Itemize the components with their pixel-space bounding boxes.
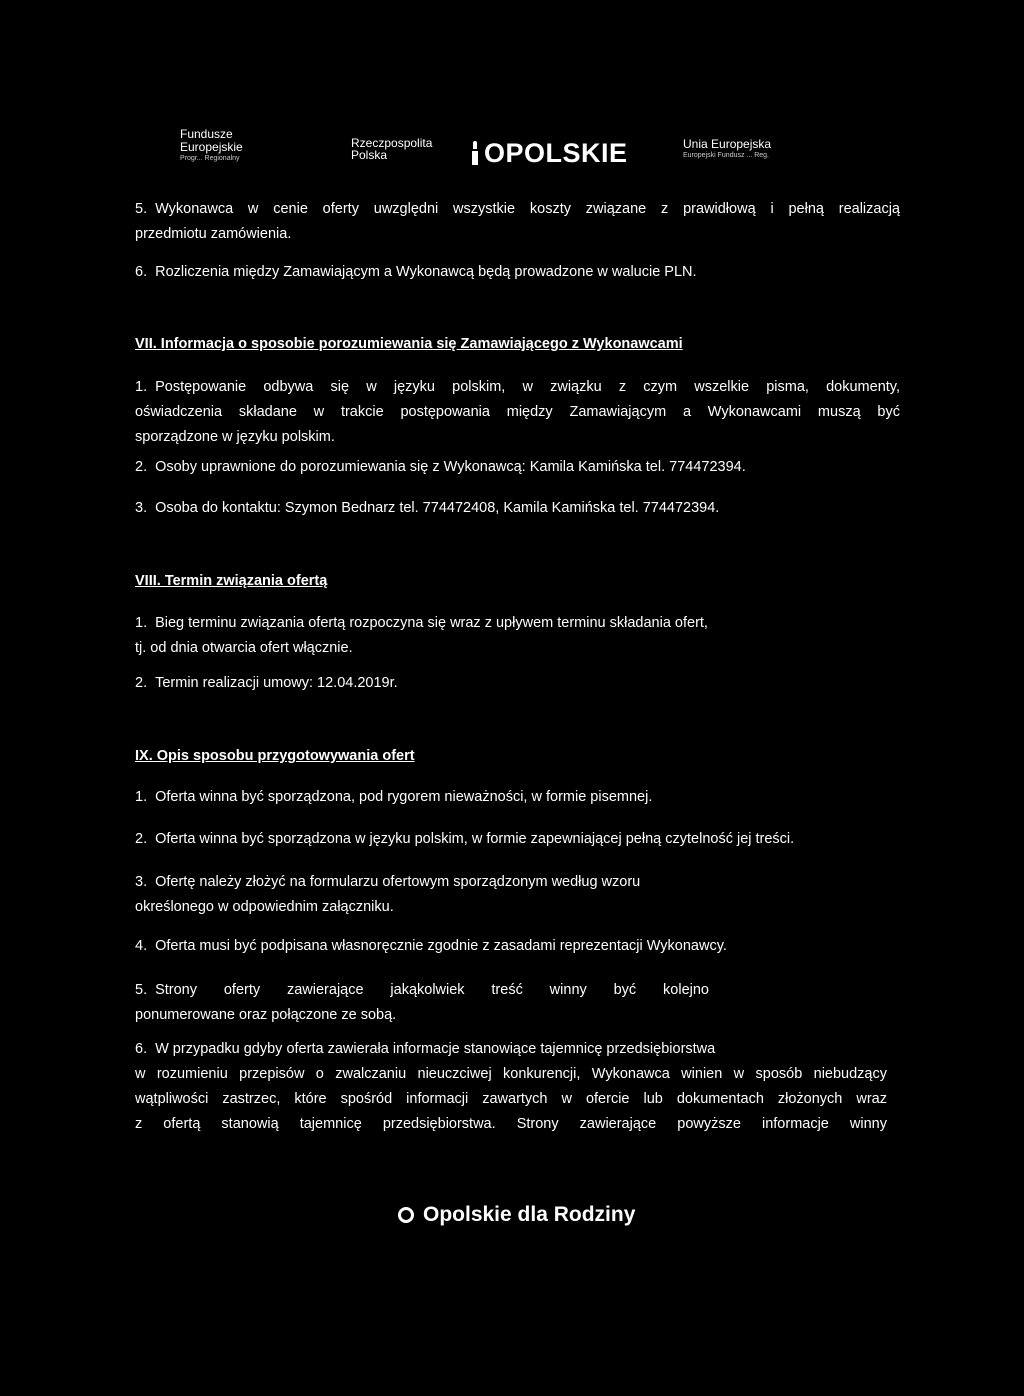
paragraph-7-1	[135, 375, 900, 450]
paragraph-line: oświadczenia składane w trakcie postępowania między Zamawiającym a Wykonawcami muszą być	[135, 404, 900, 420]
section-heading-ix: IX. Opis sposobu przygotowywania ofert	[135, 748, 415, 764]
paragraph-9-3	[135, 870, 900, 920]
paragraph-line: ponumerowane oraz połączone ze sobą.	[135, 1007, 397, 1023]
item-number: 2.	[135, 675, 148, 691]
paragraph-line: wątpliwości zastrzec, które spośród informacji zawartych w ofercie lub dokumentach złożonych wraz	[135, 1091, 887, 1107]
paragraph-line: z ofertą stanowią tajemnicę przedsiębiorstwa. Strony zawierające powyższe informacje winny	[135, 1116, 887, 1132]
paragraph-line: Ofertę należy złożyć na formularzu ofertowym sporządzonym według wzoru	[155, 874, 641, 890]
paragraph-7-3	[135, 496, 900, 521]
opolskie-text: OPOLSKIE	[484, 138, 628, 168]
item-number: 1.	[135, 615, 148, 631]
paragraph-9-5	[135, 978, 709, 1028]
paragraph-text: Termin realizacji umowy: 12.04.2019r.	[155, 675, 398, 691]
item-number: 6.	[135, 1041, 148, 1057]
section-heading-viii: VIII. Termin związania ofertą	[135, 573, 328, 589]
paragraph-line: W przypadku gdyby oferta zawierała informacje stanowiące tajemnicę przedsiębiorstwa	[155, 1041, 716, 1057]
fe-line2: Europejskie	[180, 140, 243, 154]
paragraph-text: Rozliczenia między Zamawiającym a Wykonawcą będą prowadzone w walucie PLN.	[155, 264, 697, 280]
paragraph-line: określonego w odpowiednim załączniku.	[135, 899, 394, 915]
item-number: 2.	[135, 831, 148, 847]
opolskie-mark-icon	[472, 141, 478, 165]
paragraph-9-1	[135, 785, 900, 810]
item-number: 3.	[135, 500, 148, 516]
item-number: 6.	[135, 264, 148, 280]
rp-line1: Rzeczpospolita	[351, 136, 433, 150]
item-number: 5.	[135, 201, 148, 217]
item-number: 2.	[135, 459, 148, 475]
paragraph-7-2	[135, 455, 900, 480]
paragraph-line: przedmiotu zamówienia.	[135, 226, 292, 242]
footer-opolskie-dla-rodziny	[398, 1203, 635, 1227]
paragraph-5	[135, 197, 900, 247]
paragraph-8-2	[135, 671, 900, 696]
paragraph-text: Osoby uprawnione do porozumiewania się z Wykonawcą: Kamila Kamińska tel. 774472394.	[155, 459, 746, 475]
item-number: 1.	[135, 789, 148, 805]
ue-line1: Unia Europejska	[683, 137, 772, 151]
fe-line3: Progr... Regionalny	[180, 155, 240, 162]
paragraph-text: Osoba do kontaktu: Szymon Bednarz tel. 774472408, Kamila Kamińska tel. 774472394.	[155, 500, 720, 516]
paragraph-9-6	[135, 1037, 887, 1137]
paragraph-line: tj. od dnia otwarcia ofert włącznie.	[135, 640, 353, 656]
paragraph-line: Postępowanie odbywa się w języku polskim, w związku z czym wszelkie pisma, dokumenty,	[155, 379, 900, 395]
item-number: 5.	[135, 982, 148, 998]
rzeczpospolita-logo	[351, 137, 432, 161]
paragraph-line: w rozumieniu przepisów o zwalczaniu nieuczciwej konkurencji, Wykonawca winien w sposób niebudzący	[135, 1066, 887, 1082]
paragraph-text: Oferta winna być sporządzona w języku polskim, w formie zapewniającej pełną czytelność jej treści.	[155, 831, 795, 847]
item-number: 1.	[135, 379, 148, 395]
ue-line2: Europejski Fundusz ... Reg.	[683, 152, 769, 159]
fe-line1: Fundusze	[180, 127, 233, 141]
footer-text: Opolskie dla Rodziny	[423, 1203, 636, 1226]
fundusze-europejskie-logo	[180, 128, 243, 163]
item-number: 3.	[135, 874, 148, 890]
item-number: 4.	[135, 938, 148, 954]
paragraph-9-4	[135, 934, 900, 959]
rp-line2: Polska	[351, 148, 388, 162]
paragraph-line: Strony oferty zawierające jakąkolwiek treść winny być kolejno	[155, 982, 709, 998]
unia-europejska-logo	[683, 138, 771, 160]
paragraph-text: Oferta musi być podpisana własnoręcznie zgodnie z zasadami reprezentacji Wykonawcy.	[155, 938, 727, 954]
circle-icon	[398, 1207, 414, 1223]
paragraph-line: sporządzone w języku polskim.	[135, 429, 335, 445]
paragraph-line: Bieg terminu związania ofertą rozpoczyna się wraz z upływem terminu składania ofert,	[155, 615, 708, 631]
opolskie-logo	[472, 138, 628, 169]
paragraph-text: Oferta winna być sporządzona, pod rygorem nieważności, w formie pisemnej.	[155, 789, 653, 805]
paragraph-6	[135, 260, 900, 285]
paragraph-9-2	[135, 827, 900, 852]
paragraph-line: Wykonawca w cenie oferty uwzględni wszystkie koszty związane z prawidłową i pełną realizacją	[155, 201, 900, 217]
paragraph-8-1	[135, 611, 900, 661]
section-heading-vii: VII. Informacja o sposobie porozumiewania się Zamawiającego z Wykonawcami	[135, 336, 683, 352]
